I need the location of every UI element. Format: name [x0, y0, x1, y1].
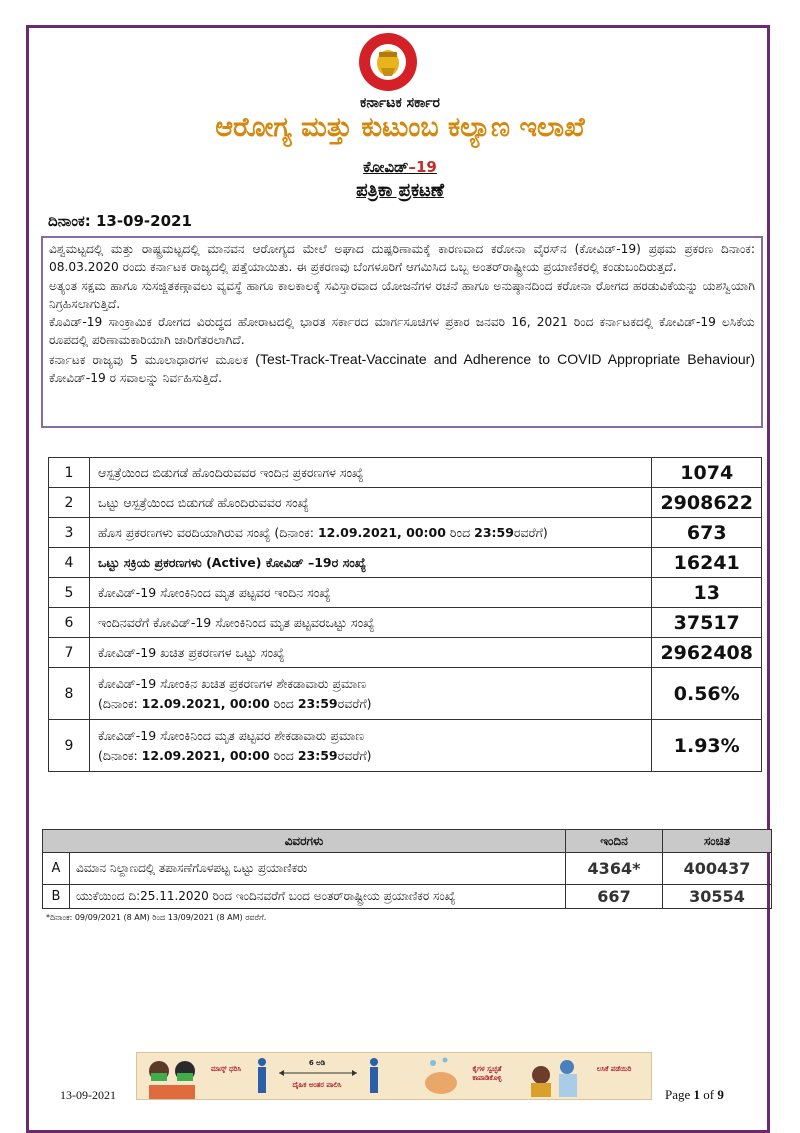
row-description: ಇಂದಿನವರೆಗೆ ಕೋವಿಡ್-19 ಸೋಂಕಿನಿಂದ ಮೃತ ಪಟ್ಟವರಒಟ್ಟು ಸಂಖ್ಯೆ — [90, 608, 652, 638]
row-value: 0.56% — [652, 668, 762, 720]
person-icon — [255, 1053, 269, 1099]
row-description — [90, 518, 652, 548]
table-row — [49, 578, 762, 608]
row-value: 37517 — [652, 608, 762, 638]
desc-date: 12.09.2021, 00:00 — [317, 524, 446, 540]
row-number: 7 — [49, 638, 90, 668]
vaccine-label: ಲಸಿಕೆ ಪಡೆಯಿರಿ — [596, 1065, 632, 1073]
table-row — [43, 885, 772, 909]
row-description: ವಿಮಾನ ನಿಲ್ದಾಣದಲ್ಲಿ ತಪಾಸಣೆಗೊಳಪಟ್ಟ ಒಟ್ಟು ಪ್ರಯಾಣಿಕರು — [70, 853, 566, 885]
press-release-title: ಪತ್ರಿಕಾ ಪ್ರಕಟಣೆ — [356, 180, 444, 201]
table-row — [49, 608, 762, 638]
distance-label: ದೈಹಿಕ ಅಂತರ ಪಾಲಿಸಿ — [292, 1081, 342, 1089]
page-of: of — [703, 1087, 715, 1102]
table-row — [49, 488, 762, 518]
intro-box — [41, 236, 763, 428]
desc-line-2 — [98, 748, 643, 764]
distance-top-label: 6 ಅಡಿ — [308, 1059, 326, 1067]
stats-table — [48, 457, 762, 772]
desc-date: 12.09.2021, 00:00 — [141, 747, 270, 763]
karnataka-emblem-icon — [346, 32, 430, 92]
intro-paragraph-4 — [49, 350, 755, 388]
row-value: 2962408 — [652, 638, 762, 668]
desc-time: 23:59 — [474, 524, 514, 540]
row-description: ಒಟ್ಟು ಸಕ್ರಿಯ ಪ್ರಕರಣಗಳು (Active) ಕೋವಿಡ್ –19ರ ಸಂಖ್ಯೆ — [90, 548, 652, 578]
covid-prefix: ಕೋವಿಡ್ — [363, 158, 409, 176]
row-letter: A — [43, 853, 70, 885]
travel-header-row — [43, 830, 772, 853]
row-description: ಒಟ್ಟು ಆಸ್ಪತ್ರೆಯಿಂದ ಬಿಡುಗಡೆ ಹೊಂದಿರುವವರ ಸಂಖ್ಯೆ — [90, 488, 652, 518]
handwash-icon — [419, 1053, 463, 1099]
desc-date: 12.09.2021, 00:00 — [141, 695, 270, 711]
travel-table — [42, 829, 772, 909]
department-title — [0, 112, 800, 144]
desc-part: ರಿಂದ — [269, 695, 298, 711]
table-row — [43, 853, 772, 885]
row-description — [90, 720, 652, 772]
row-number: 9 — [49, 720, 90, 772]
desc-part: (ದಿನಾಂಕ: — [98, 695, 142, 711]
row-number: 8 — [49, 668, 90, 720]
row-description — [90, 668, 652, 720]
desc-part: (ದಿನಾಂಕ: — [98, 747, 142, 763]
row-today: 667 — [566, 885, 663, 909]
desc-line-1: ಕೋವಿಡ್-19 ಸೋಂಕಿನಿಂದ ಮೃತ ಪಟ್ಟವರ ಶೇಕಡಾವಾರು ಪ್ರಮಾಣ — [98, 727, 365, 743]
row-number: 6 — [49, 608, 90, 638]
row-value: 13 — [652, 578, 762, 608]
intro-p4-english: (Test-Track-Treat-Vaccinate and Adherence to COVID Appropriate Behaviour) — [255, 350, 755, 367]
row-cumulative: 30554 — [663, 885, 772, 909]
travel-footnote: *ದಿನಾಂಕ: 09/09/2021 (8 AM) ರಿಂದ 13/09/2021 (8 AM) ರವರೆಗೆ. — [46, 913, 267, 922]
page-total: 9 — [717, 1087, 724, 1102]
intro-paragraph-1: ವಿಶ್ವಮಟ್ಟದಲ್ಲಿ ಮತ್ತು ರಾಷ್ಟ್ರಮಟ್ಟದಲ್ಲಿ ಮಾನವನ ಆರೋಗ್ಯದ ಮೇಲೆ ಅಘಾದ ದುಷ್ಪರಿಣಾಮಕ್ಕೆ ಕಾರಣವಾದ ಕರೋನಾ ವೈರಸ್‌ನ (ಕೋವಿಡ್-19) ಪ್ರಥಮ ಪ್ರಕರಣ ದಿನಾಂಕ: 08.03.2020 ರಂದು ಕರ್ನಾಟಕ ರಾಜ್ಯದಲ್ಲಿ ಪತ್ತೆಯಾಯಿತು. ಈ ಪ್ರಕರಣವು ಬೆಂಗಳೂರಿಗೆ ಆಗಮಿಸಿದ ಒಬ್ಬ ಅಂತರ್‌ರಾಷ್ಟ್ರೀಯ ಪ್ರಯಾಣಿಕರಲ್ಲಿ ಕಂಡುಬಂದಿರುತ್ತದೆ. — [49, 242, 755, 275]
vaccination-icon — [521, 1053, 587, 1099]
row-description: ಆಸ್ಪತ್ರೆಯಿಂದ ಬಿಡುಗಡೆ ಹೊಂದಿರುವವರ ಇಂದಿನ ಪ್ರಕರಣಗಳ ಸಂಖ್ಯೆ — [90, 458, 652, 488]
person-icon — [367, 1053, 381, 1099]
row-number: 3 — [49, 518, 90, 548]
desc-part: ರಿಂದ — [445, 524, 475, 540]
desc-part: ರವರೆಗೆ) — [337, 695, 372, 711]
desc-time: 23:59 — [297, 747, 338, 763]
desc-part: ರವರೆಗೆ) — [513, 524, 548, 540]
table-row — [49, 518, 762, 548]
covid-guidelines-banner — [136, 1052, 652, 1100]
row-number: 2 — [49, 488, 90, 518]
desc-part: ರವರೆಗೆ) — [337, 747, 372, 763]
row-description: ಕೋವಿಡ್-19 ಸೋಂಕಿನಿಂದ ಮೃತ ಪಟ್ಟವರ ಇಂದಿನ ಸಂಖ್ಯೆ — [90, 578, 652, 608]
intro-p4-kannada: ಕರ್ನಾಟಕ ರಾಜ್ಯವು 5 ಮೂಲಾಧಾರಗಳ ಮೂಲಕ — [49, 352, 249, 367]
row-today: 4364* — [566, 853, 663, 885]
table-row — [49, 548, 762, 578]
row-cumulative: 400437 — [663, 853, 772, 885]
desc-line-1: ಕೋವಿಡ್-19 ಸೋಂಕಿನ ಖಚಿತ ಪ್ರಕರಣಗಳ ಶೇಕಡಾವಾರು ಪ್ರಮಾಣ — [98, 675, 367, 691]
row-number: 5 — [49, 578, 90, 608]
row-value: 1074 — [652, 458, 762, 488]
document-date: ದಿನಾಂಕ: 13-09-2021 — [48, 212, 192, 230]
hands-label: ಕೈಗಳ ಸ್ವಚ್ಛತೆ ಕಾಪಾಡಿಕೊಳ್ಳಿ — [472, 1065, 502, 1082]
covid-number: –19 — [408, 158, 437, 176]
mask-label: ಮಾಸ್ಕ್ ಧರಿಸಿ — [210, 1065, 242, 1073]
col-cumulative: ಸಂಚಿತ — [663, 830, 772, 853]
footer-date: 13-09-2021 — [60, 1088, 116, 1102]
desc-part: ರಿಂದ — [269, 747, 298, 763]
row-value: 16241 — [652, 548, 762, 578]
mask-people-icon — [141, 1053, 203, 1099]
row-value: 673 — [652, 518, 762, 548]
table-row — [49, 638, 762, 668]
intro-paragraph-2: ಅತ್ಯಂತ ಸಕ್ಷಮ ಹಾಗೂ ಸುಸಜ್ಜಿತಕಣ್ಗಾವಲು ವ್ಯವಸ್ಥೆ ಹಾಗೂ ಕಾಲಕಾಲಕ್ಕೆ ಸವಿಸ್ತಾರವಾದ ಯೋಜನೆಗಳ ರಚನೆ ಹಾಗೂ ಅನುಷ್ಠಾನದಿಂದ ಕರೋನಾ ರೋಗದ ಹರಡುವಿಕೆಯನ್ನು ಯಶಸ್ವಿಯಾಗಿ ನಿಗ್ರಹಿಸಲಾಗುತ್ತಿದೆ. — [49, 278, 755, 311]
table-row — [49, 668, 762, 720]
table-row — [49, 458, 762, 488]
table-row — [49, 720, 762, 772]
department-text: ಆರೋಗ್ಯ ಮತ್ತು ಕುಟುಂಬ ಕಲ್ಯಾಣ ಇಲಾಖೆ — [215, 112, 585, 143]
row-value: 2908622 — [652, 488, 762, 518]
row-value: 1.93% — [652, 720, 762, 772]
distance-arrow-icon — [275, 1053, 361, 1099]
government-name: ಕರ್ನಾಟಕ ಸರ್ಕಾರ — [360, 95, 440, 111]
desc-part: ಹೊಸ ಪ್ರಕರಣಗಳು ವರದಿಯಾಗಿರುವ ಸಂಖ್ಯೆ (ದಿನಾಂಕ: — [98, 524, 318, 540]
row-number: 1 — [49, 458, 90, 488]
col-details: ವಿವರಗಳು — [43, 830, 566, 853]
page-current: 1 — [693, 1087, 701, 1102]
covid-title — [0, 158, 800, 176]
intro-paragraph-3: ಕೊವಿಡ್-19 ಸಾಂಕ್ರಾಮಿಕ ರೋಗದ ವಿರುದ್ಧದ ಹೋರಾಟದಲ್ಲಿ ಭಾರತ ಸರ್ಕಾರದ ಮಾರ್ಗಸೂಚಿಗಳ ಪ್ರಕಾರ ಜನವರಿ 16, 2021 ರಿಂದ ಕರ್ನಾಟಕದಲ್ಲಿ ಕೋವಿಡ್-19 ಲಸಿಕೆಯ ರೂಪದಲ್ಲಿ ಪರಿಣಾಮಕಾರಿಯಾಗಿ ಜಾರಿಗೆತರಲಾಗಿದೆ. — [49, 315, 755, 348]
intro-p4-end: ಕೋವಿಡ್-19 ರ ಸವಾಲನ್ನು ನಿರ್ವಹಿಸುತ್ತಿದೆ. — [49, 371, 222, 386]
row-description: ಯುಕೆಯಿಂದ ದಿ:25.11.2020 ರಿಂದ ಇಂದಿನವರೆಗೆ ಬಂದ ಅಂತರ್‌ರಾಷ್ಟ್ರೀಯ ಪ್ರಯಾಣಿಕರ ಸಂಖ್ಯೆ — [70, 885, 566, 909]
desc-time: 23:59 — [297, 695, 338, 711]
row-letter: B — [43, 885, 70, 909]
row-number: 4 — [49, 548, 90, 578]
col-today: ಇಂದಿನ — [566, 830, 663, 853]
page-word: Page — [665, 1087, 691, 1102]
row-description: ಕೋವಿಡ್-19 ಖಚಿತ ಪ್ರಕರಣಗಳ ಒಟ್ಟು ಸಂಖ್ಯೆ — [90, 638, 652, 668]
desc-line-2 — [98, 696, 643, 712]
page-number — [665, 1087, 724, 1103]
